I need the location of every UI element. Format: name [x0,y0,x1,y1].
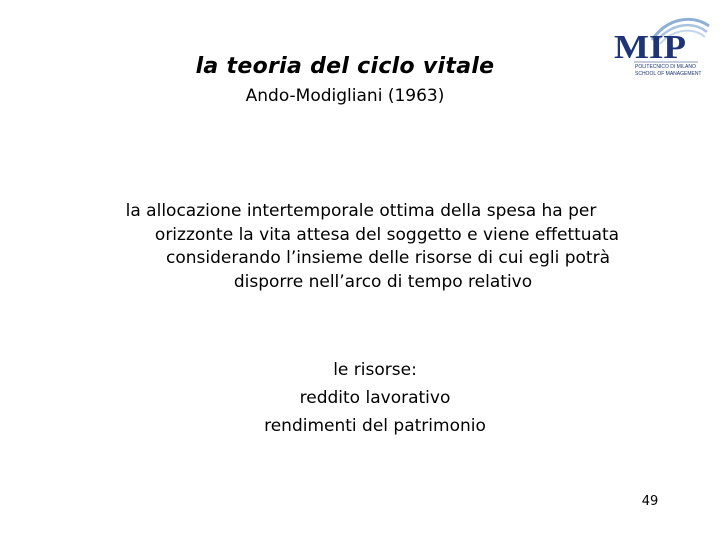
resource-item: rendimenti del patrimonio [264,416,486,436]
resource-item: reddito lavorativo [299,388,451,408]
resources-list [200,356,550,440]
resources-heading: le risorse: [333,360,417,380]
page-number: 49 [641,494,659,509]
mip-logo [612,12,712,82]
paragraph-line: orizzonte la vita attesa del soggetto e viene effettuata [154,224,620,245]
slide-subtitle: Ando-Modigliani (1963) [245,86,445,106]
paragraph-line: disporre nell’arco di tempo relativo [233,271,533,292]
logo-wordmark: MIP [614,29,686,66]
paragraph-line: considerando l’insieme delle risorse di cui egli potrà [166,248,610,268]
paragraph-line: la allocazione intertemporale ottima della spesa ha per [125,201,597,221]
slide-title: la teoria del ciclo vitale [195,54,495,79]
logo-school: SCHOOL OF MANAGEMENT [635,71,702,77]
logo-institution: POLITECNICO DI MILANO [635,64,696,70]
definition-paragraph [90,200,670,294]
